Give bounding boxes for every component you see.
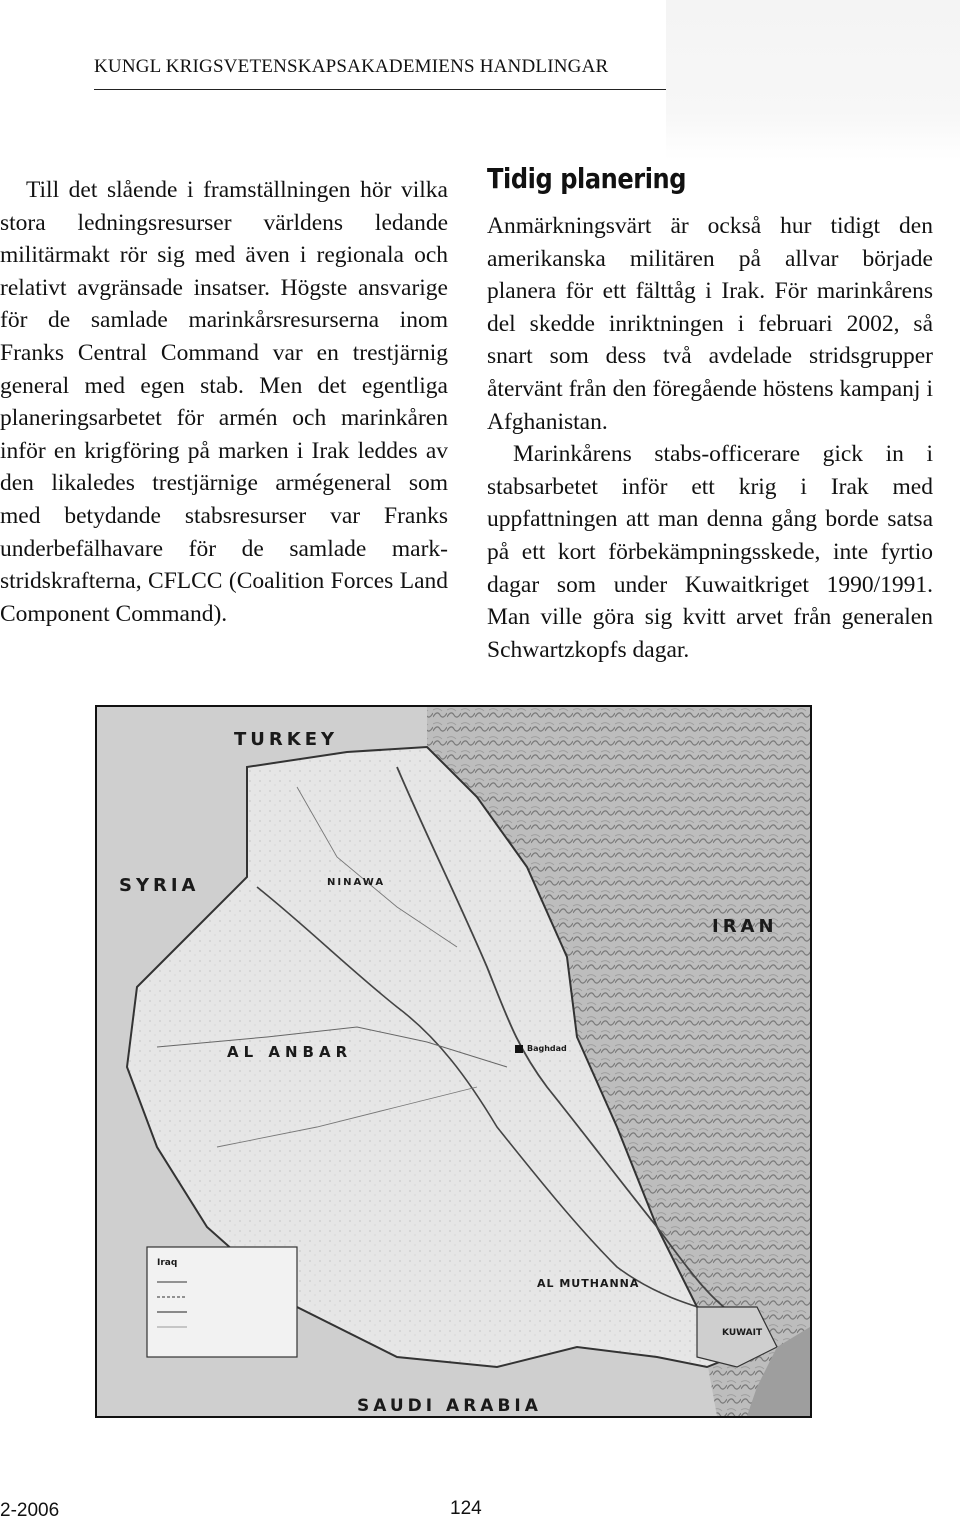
right-column	[487, 210, 933, 666]
scan-shading	[666, 0, 960, 160]
map-label-al-muthanna: AL MUTHANNA	[537, 1277, 640, 1290]
map-label-syria: SYRIA	[119, 875, 200, 896]
map-label-turkey: TURKEY	[234, 729, 339, 750]
body-paragraph: Till det slående i framställningen hör vilka stora ledningsresurser världens ledande militärmakt rör sig med även i regionala och relativt avgränsade insatser. Högste ansvarige för de samlade marinkårsresurserna inom Franks Central Command var en trestjärnig general med egen stab. Men det egentliga planeringsarbetet för armén och marinkåren inför en krigföring på marken i Irak leddes av den likaledes trestjärnige armégeneral som med betydande stabsresurser var Franks underbefälhavare för de samlade markstridskrafterna, CFLCC (Coalition Forces Land Component Command).	[0, 177, 448, 627]
map-label-iran: IRAN	[712, 916, 778, 937]
map-label-ninawa: NINAWA	[327, 877, 386, 888]
map-label-kuwait: KUWAIT	[722, 1328, 763, 1338]
map-label-saudi-arabia: SAUDI ARABIA	[357, 1396, 542, 1416]
page-number: 124	[450, 1498, 482, 1519]
legend-title: Iraq	[157, 1258, 178, 1268]
body-paragraph: Anmärkningsvärt är också hur tidigt den amerikanska militären på allvar började planera för ett fälttåg i Irak. För marinkårens del skedde inriktningen i februari 2002, så snart som dess två avdelade stridsgrupper återvänt från den föregående höstens kampanj i Afghanistan.	[487, 213, 933, 435]
map-label-baghdad: Baghdad	[527, 1044, 567, 1053]
issue-number: 2-2006	[0, 1500, 60, 1521]
left-column	[0, 174, 448, 630]
header-rule	[94, 89, 666, 90]
baghdad-marker	[515, 1045, 523, 1053]
iraq-map	[95, 705, 812, 1418]
running-header: KUNGL KRIGSVETENSKAPSAKADEMIENS HANDLINGAR	[94, 56, 609, 77]
iraq-map-graphic	[97, 707, 810, 1416]
section-heading: Tidig planering	[487, 162, 687, 195]
map-label-al-anbar: AL ANBAR	[227, 1043, 353, 1061]
body-paragraph: Marinkårens stabs-officerare gick in i stabsarbetet inför ett krig i Irak med uppfattningen att man denna gång borde satsa på ett kort förbekämpningsskede, inte fyrtio dagar som under Kuwaitkriget 1990/1991. Man ville göra sig kvitt arvet från generalen Schwartzkopfs dagar.	[487, 441, 933, 663]
